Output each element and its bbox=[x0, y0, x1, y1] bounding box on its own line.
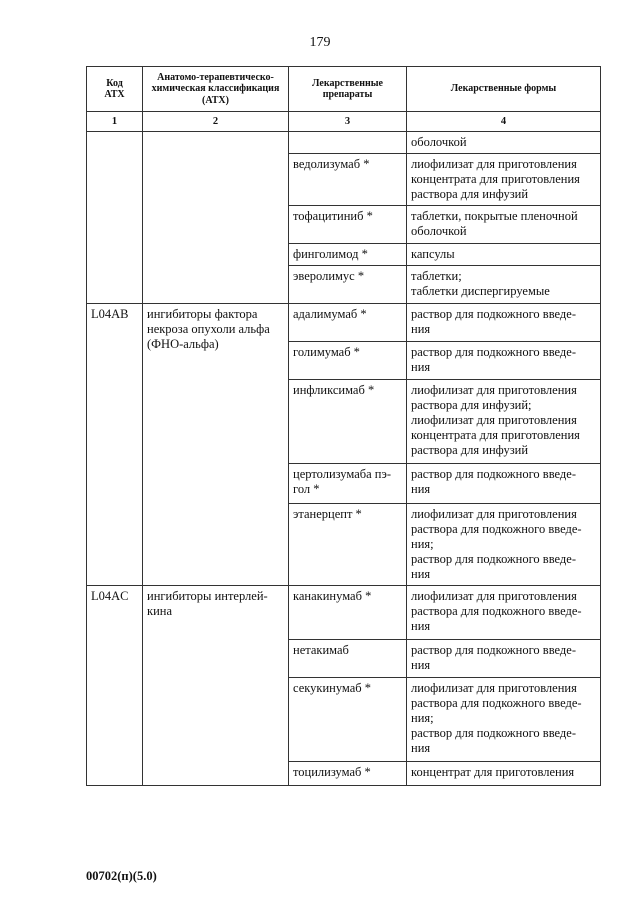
column-number: 4 bbox=[407, 112, 601, 132]
drug-cell: этанерцепт * bbox=[289, 504, 407, 586]
dosage-form-cell: оболочкой bbox=[407, 132, 601, 154]
dosage-form-cell: раствор для подкожного введе- ния bbox=[407, 640, 601, 678]
dosage-form-cell: концентрат для приготовления bbox=[407, 762, 601, 786]
table-row bbox=[87, 132, 601, 154]
header-drugs: Лекарственные препараты bbox=[289, 67, 407, 112]
drug-cell: эверолимус * bbox=[289, 266, 407, 304]
table-row bbox=[87, 304, 601, 342]
dosage-form-cell: лиофилизат для приготовления раствора для инфузий; лиофилизат для приготовления концентрата для приготовления раствора для инфузий bbox=[407, 380, 601, 464]
drug-cell: секукинумаб * bbox=[289, 678, 407, 762]
atx-table bbox=[86, 66, 601, 786]
drug-cell: финголимод * bbox=[289, 244, 407, 266]
column-number: 1 bbox=[87, 112, 143, 132]
drug-cell bbox=[289, 132, 407, 154]
column-number-row bbox=[87, 112, 601, 132]
drug-cell: инфликсимаб * bbox=[289, 380, 407, 464]
column-number: 3 bbox=[289, 112, 407, 132]
atx-classification-cell: ингибиторы фактора некроза опухоли альфа (ФНО-альфа) bbox=[143, 304, 289, 586]
drug-cell: тоцилизумаб * bbox=[289, 762, 407, 786]
dosage-form-cell: таблетки, покрытые пленочной оболочкой bbox=[407, 206, 601, 244]
drug-cell: канакинумаб * bbox=[289, 586, 407, 640]
atx-code-cell bbox=[87, 132, 143, 304]
atx-code-cell: L04AC bbox=[87, 586, 143, 786]
header-dosage-forms: Лекарственные формы bbox=[407, 67, 601, 112]
dosage-form-cell: раствор для подкожного введе- ния bbox=[407, 304, 601, 342]
atx-code-cell: L04AB bbox=[87, 304, 143, 586]
drug-cell: голимумаб * bbox=[289, 342, 407, 380]
dosage-form-cell: лиофилизат для приготовления раствора для подкожного введе- ния bbox=[407, 586, 601, 640]
table-header-row bbox=[87, 67, 601, 112]
drug-cell: тофацитиниб * bbox=[289, 206, 407, 244]
page-number: 179 bbox=[309, 35, 331, 50]
dosage-form-cell: лиофилизат для приготовления концентрата для приготовления раствора для инфузий bbox=[407, 154, 601, 206]
dosage-form-cell: капсулы bbox=[407, 244, 601, 266]
table-row bbox=[87, 586, 601, 640]
dosage-form-cell: лиофилизат для приготовления раствора для подкожного введе- ния; раствор для подкожного введе- ния bbox=[407, 504, 601, 586]
drug-cell: ведолизумаб * bbox=[289, 154, 407, 206]
atx-classification-cell: ингибиторы интерлей- кина bbox=[143, 586, 289, 786]
dosage-form-cell: лиофилизат для приготовления раствора для подкожного введе- ния; раствор для подкожного введе- ния bbox=[407, 678, 601, 762]
dosage-form-cell: таблетки; таблетки диспергируемые bbox=[407, 266, 601, 304]
dosage-form-cell: раствор для подкожного введе- ния bbox=[407, 464, 601, 504]
atx-classification-cell bbox=[143, 132, 289, 304]
drug-cell: адалимумаб * bbox=[289, 304, 407, 342]
document-footer-code: 00702(п)(5.0) bbox=[86, 869, 157, 883]
dosage-form-cell: раствор для подкожного введе- ния bbox=[407, 342, 601, 380]
drug-cell: нетакимаб bbox=[289, 640, 407, 678]
column-number: 2 bbox=[143, 112, 289, 132]
drug-cell: цертолизумаба пэ- гол * bbox=[289, 464, 407, 504]
header-atx-code: Код АТХ bbox=[87, 67, 143, 112]
header-atx-classification: Анатомо-терапевтическо- химическая классификация (АТХ) bbox=[143, 67, 289, 112]
